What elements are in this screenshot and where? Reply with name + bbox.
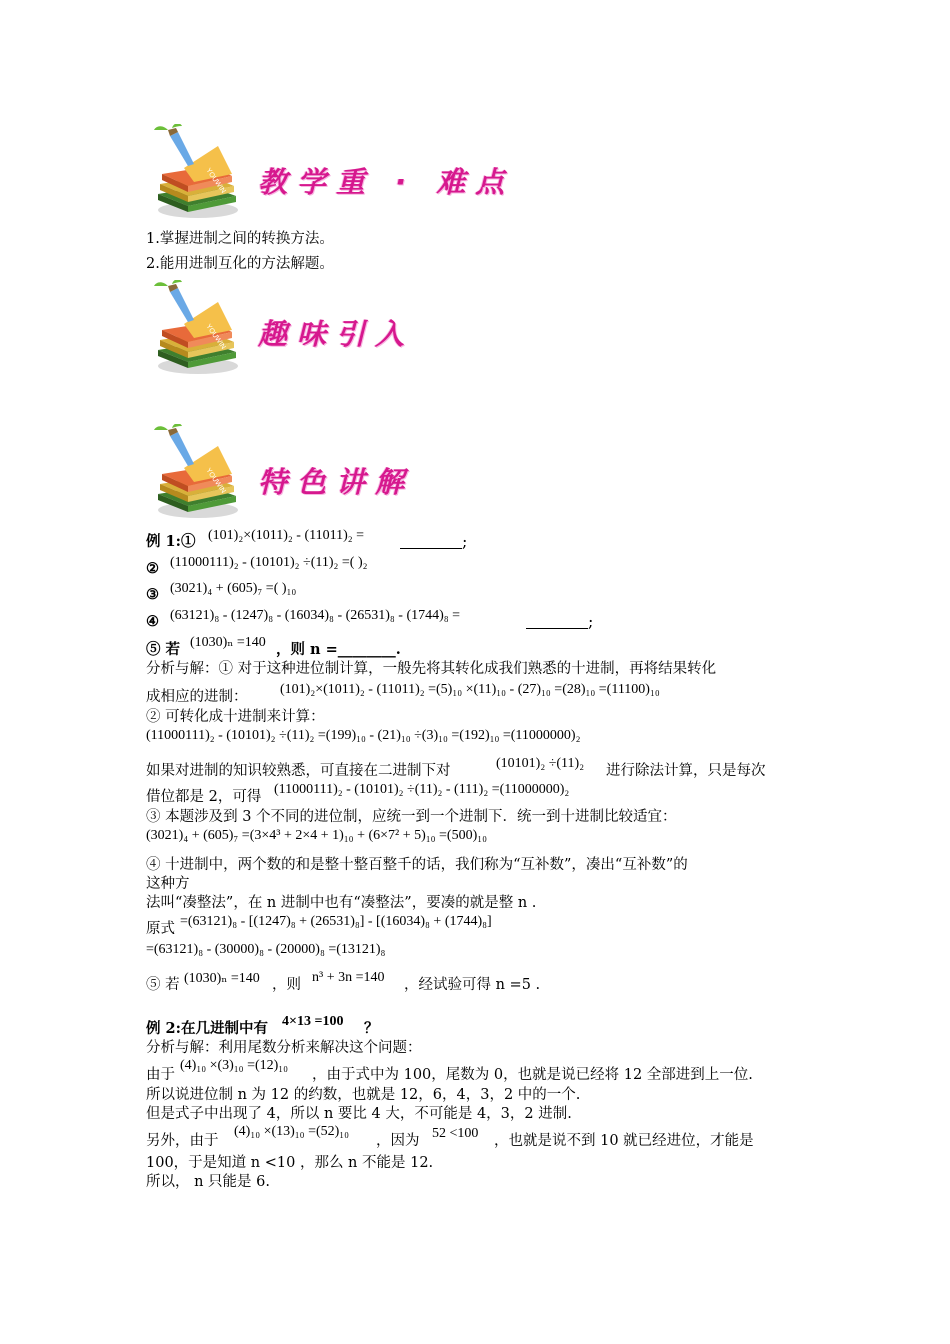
example2-line2-expr: (4)₁₀ ×(3)₁₀ =(12)₁₀ bbox=[180, 1058, 289, 1073]
section-title-difficulty: 教学重 · 难点 bbox=[258, 165, 515, 199]
section-title-lecture: 特色讲解 bbox=[258, 465, 415, 499]
example1-q5-suffix: ，则 n =________. bbox=[276, 641, 401, 658]
example2-line2-prefix: 由于 bbox=[146, 1067, 175, 1083]
example1-q2-mark: ② bbox=[146, 560, 159, 577]
analysis1-line10: 这种方 bbox=[146, 876, 190, 892]
example2-line5-expr: (4)₁₀ ×(13)₁₀ =(52)₁₀ bbox=[234, 1124, 350, 1139]
analysis1-line5-prefix: 如果对进制的知识较熟悉，可直接在二进制下对 bbox=[146, 763, 451, 779]
answer-blank-1: ; bbox=[400, 532, 467, 551]
analysis1-line14-prefix: ⑤ 若 bbox=[146, 977, 180, 993]
analysis1-line2-prefix: 成相应的进制： bbox=[146, 689, 248, 705]
example2-line5-suffix: ，也就是说不到 10 就已经进位，才能是 bbox=[494, 1133, 754, 1149]
example2-line3: 所以说进位制 n 为 12 的约数，也就是 12，6，4，3，2 中的一个. bbox=[146, 1087, 581, 1103]
example2-line7: 所以， n 只能是 6. bbox=[146, 1174, 270, 1190]
analysis1-line14-suffix: ，经试验可得 n =5 . bbox=[404, 977, 541, 993]
difficulty-point-2: 2.能用进制互化的方法解题。 bbox=[146, 256, 334, 272]
example2-line4: 但是式子中出现了 4，所以 n 要比 4 大，不可能是 4，3，2 进制. bbox=[146, 1106, 572, 1122]
example1-q4: (63121)₈ - (1247)₈ - (16034)₈ - (26531)₈ - (1744)₈ = bbox=[170, 608, 461, 623]
example2-line5-expr2: 52 <100 bbox=[432, 1126, 479, 1141]
example1-q1: (101)₂×(1011)₂ - (11011)₂ = bbox=[208, 528, 365, 543]
books-pencil-icon bbox=[148, 280, 240, 376]
example2-title-prefix: 例 2:在几进制中有 bbox=[146, 1020, 268, 1037]
example2-line5-mid: ，因为 bbox=[376, 1133, 420, 1149]
difficulty-point-1: 1.掌握进制之间的转换方法。 bbox=[146, 231, 334, 247]
analysis1-line12-prefix: 原式 bbox=[146, 921, 175, 937]
analysis1-line12-expr: =(63121)₈ - [(1247)₈ + (26531)₈] - [(16034)₈ + (1744)₈] bbox=[180, 914, 492, 929]
analysis1-line9: ④ 十进制中，两个数的和是整十整百整千的话，我们称为“互补数”，凑出“互补数”的 bbox=[146, 857, 688, 873]
analysis1-line11: 法叫“凑整法”，在 n 进制中也有“凑整法”，要凑的就是整 n . bbox=[146, 895, 537, 911]
analysis1-line5-suffix: 进行除法计算，只是每次 bbox=[606, 763, 766, 779]
analysis1-line2-expr: (101)₂×(1011)₂ - (11011)₂ =(5)₁₀ ×(11)₁₀ - (27)₁₀ =(28)₁₀ =(11100)₁₀ bbox=[280, 682, 660, 697]
analysis1-line1: 分析与解：① 对于这种进位制计算，一般先将其转化成我们熟悉的十进制，再将结果转化 bbox=[146, 661, 717, 677]
example2-line2-suffix: ，由于式中为 100，尾数为 0，也就是说已经将 12 全部进到上一位. bbox=[312, 1067, 753, 1083]
example1-q2: (11000111)₂ - (10101)₂ ÷(11)₂ =( )₂ bbox=[170, 555, 368, 570]
answer-blank-4: ; bbox=[526, 612, 593, 631]
analysis1-line14-expr2: n³ + 3n =140 bbox=[312, 970, 385, 985]
example2-title-expr: 4×13 =100 bbox=[282, 1014, 344, 1029]
example2-line5-prefix: 另外，由于 bbox=[146, 1133, 219, 1149]
analysis1-line14-expr1: (1030)ₙ =140 bbox=[184, 971, 260, 986]
books-pencil-icon bbox=[148, 124, 240, 220]
example1-q5-prefix: ⑤ 若 bbox=[146, 641, 181, 658]
example2-line6: 100，于是知道 n <10 ，那么 n 不能是 12. bbox=[146, 1155, 434, 1171]
example2-line1: 分析与解：利用尾数分析来解决这个问题： bbox=[146, 1040, 422, 1056]
analysis1-line6-expr: (11000111)₂ - (10101)₂ ÷(11)₂ - (111)₂ =(11000000)₂ bbox=[274, 782, 570, 797]
analysis1-line14-mid: ，则 bbox=[272, 977, 301, 993]
example1-q4-mark: ④ bbox=[146, 613, 159, 630]
section-title-intro: 趣味引入 bbox=[258, 317, 415, 351]
example2-title-suffix: ？ bbox=[364, 1020, 379, 1037]
books-pencil-icon bbox=[148, 424, 240, 520]
analysis1-line3: ② 可转化成十进制来计算： bbox=[146, 709, 325, 725]
analysis1-line4-expr: (11000111)₂ - (10101)₂ ÷(11)₂ =(199)₁₀ - (21)₁₀ ÷(3)₁₀ =(192)₁₀ =(11000000)₂ bbox=[146, 728, 581, 743]
analysis1-line8-expr: (3021)₄ + (605)₇ =(3×4³ + 2×4 + 1)₁₀ + (6×7² + 5)₁₀ =(500)₁₀ bbox=[146, 828, 488, 843]
example1-q3-mark: ③ bbox=[146, 586, 159, 603]
analysis1-line7: ③ 本题涉及到 3 个不同的进位制，应统一到一个进制下．统一到十进制比较适宜： bbox=[146, 809, 677, 825]
analysis1-line6-prefix: 借位都是 2，可得 bbox=[146, 789, 262, 805]
example1-q3: (3021)₄ + (605)₇ =( )₁₀ bbox=[170, 581, 297, 596]
example1-q5-expr: (1030)ₙ =140 bbox=[190, 635, 266, 650]
analysis1-line5-expr: (10101)₂ ÷(11)₂ bbox=[496, 756, 585, 771]
analysis1-line13-expr: =(63121)₈ - (30000)₈ - (20000)₈ =(13121)₈ bbox=[146, 942, 386, 957]
example1-label: 例 1:① bbox=[146, 533, 196, 550]
